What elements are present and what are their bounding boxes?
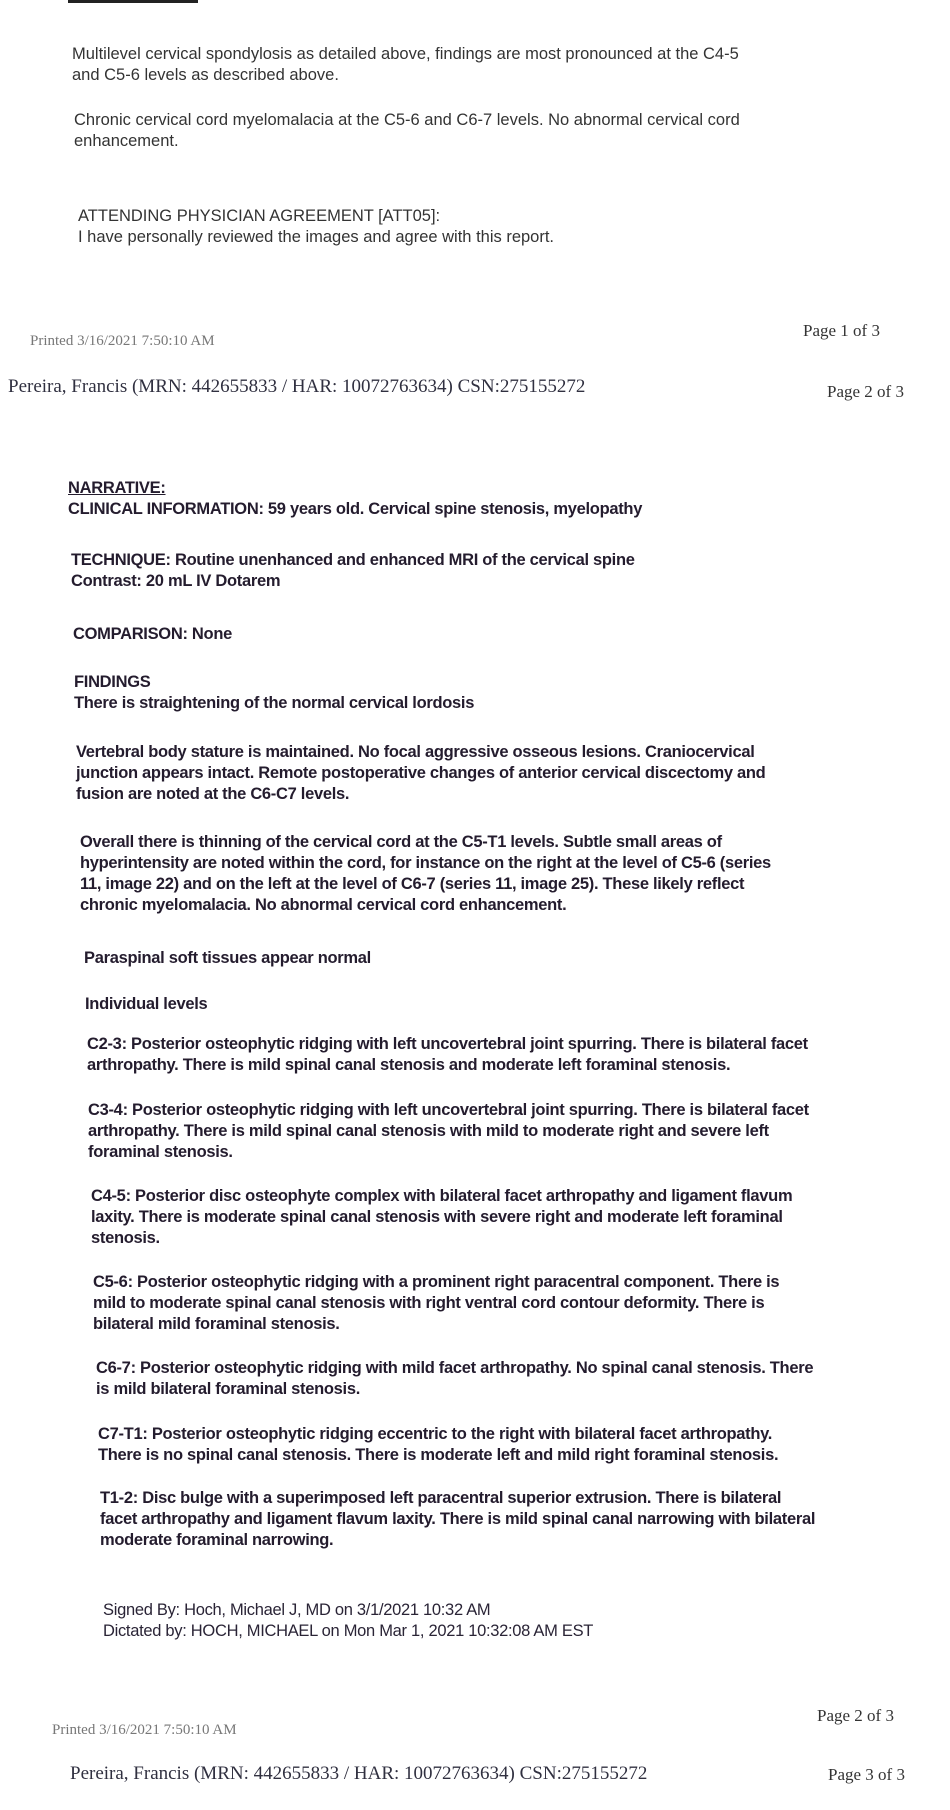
level-c2-3 <box>87 1034 808 1076</box>
page2-page-number: Page 2 of 3 <box>827 382 904 401</box>
paraspinal: Paraspinal soft tissues appear normal <box>84 949 371 967</box>
clinical-information: CLINICAL INFORMATION: 59 years old. Cervical spine stenosis, myelopathy <box>68 500 643 518</box>
paragraph-line: 11, image 22) and on the left at the level of C6-7 (series 11, image 25). These likely reflect <box>80 875 745 893</box>
level-c7-t1 <box>98 1424 778 1466</box>
paragraph-line: chronic myelomalacia. No abnormal cervical cord enhancement. <box>80 896 567 914</box>
overall-paragraph <box>80 832 771 916</box>
paragraph-line: bilateral mild foraminal stenosis. <box>93 1315 340 1333</box>
individual-levels: Individual levels <box>85 995 208 1013</box>
findings-line: There is straightening of the normal cervical lordosis <box>74 694 475 712</box>
paragraph-line: Overall there is thinning of the cervical cord at the C5-T1 levels. Subtle small areas of <box>80 833 722 851</box>
signed-by: Signed By: Hoch, Michael J, MD on 3/1/2021 10:32 AM <box>103 1601 491 1619</box>
page2-patient-header: Pereira, Francis (MRN: 442655833 / HAR: 10072763634) CSN:275155272 <box>8 376 586 397</box>
technique-block <box>71 550 635 592</box>
findings-heading: FINDINGS <box>74 673 151 691</box>
paragraph-line: C6-7: Posterior osteophytic ridging with mild facet arthropathy. No spinal canal stenosis. There <box>96 1359 814 1377</box>
impression-line: Multilevel cervical spondylosis as detailed above, findings are most pronounced at the C4-5 <box>72 45 739 63</box>
paragraph-line: facet arthropathy and ligament flavum laxity. There is mild spinal canal narrowing with bilateral <box>100 1510 816 1528</box>
paragraph-line: arthropathy. There is mild spinal canal stenosis and moderate left foraminal stenosis. <box>87 1056 731 1074</box>
level-c6-7 <box>96 1358 813 1400</box>
level-c4-5 <box>91 1186 792 1249</box>
paragraph-line: fusion are noted at the C6-C7 levels. <box>76 785 350 803</box>
page1-printed-stamp: Printed 3/16/2021 7:50:10 AM <box>30 333 215 349</box>
impression-paragraph-1 <box>72 44 739 86</box>
paragraph-line: foraminal stenosis. <box>88 1143 233 1161</box>
level-t1-2 <box>100 1488 815 1551</box>
level-c5-6 <box>93 1272 779 1335</box>
paragraph-line: T1-2: Disc bulge with a superimposed left paracentral superior extrusion. There is bilateral <box>100 1489 782 1507</box>
level-c3-4 <box>88 1100 809 1163</box>
paragraph-line: junction appears intact. Remote postoperative changes of anterior cervical discectomy and <box>76 764 766 782</box>
comparison: COMPARISON: None <box>73 625 232 643</box>
page2-printed-stamp: Printed 3/16/2021 7:50:10 AM <box>52 1722 237 1738</box>
vertebral-paragraph <box>76 742 765 805</box>
page3-page-number: Page 3 of 3 <box>828 1765 905 1784</box>
findings-block <box>74 672 474 714</box>
paragraph-line: Vertebral body stature is maintained. No focal aggressive osseous lesions. Craniocervical <box>76 743 755 761</box>
impression-line: Chronic cervical cord myelomalacia at the C5-6 and C6-7 levels. No abnormal cervical cord <box>74 111 740 129</box>
paragraph-line: moderate foraminal narrowing. <box>100 1531 334 1549</box>
paragraph-line: C3-4: Posterior osteophytic ridging with left uncovertebral joint spurring. There is bilateral facet <box>88 1101 809 1119</box>
page2-page-number-bottom: Page 2 of 3 <box>817 1706 894 1725</box>
attending-agreement <box>78 206 554 248</box>
paragraph-line: C7-T1: Posterior osteophytic ridging eccentric to the right with bilateral facet arthropathy. <box>98 1425 773 1443</box>
page3-patient-header: Pereira, Francis (MRN: 442655833 / HAR: 10072763634) CSN:275155272 <box>70 1763 648 1784</box>
paragraph-line: laxity. There is moderate spinal canal stenosis with severe right and moderate left foraminal <box>91 1208 783 1226</box>
paragraph-line: There is no spinal canal stenosis. There is moderate left and mild right foraminal stenosis. <box>98 1446 779 1464</box>
technique-line: TECHNIQUE: Routine unenhanced and enhanced MRI of the cervical spine <box>71 551 635 569</box>
attending-title: ATTENDING PHYSICIAN AGREEMENT [ATT05]: <box>78 207 441 225</box>
paragraph-line: hyperintensity are noted within the cord, for instance on the right at the level of C5-6 (series <box>80 854 771 872</box>
signature-block <box>103 1600 593 1642</box>
paragraph-line: is mild bilateral foraminal stenosis. <box>96 1380 360 1398</box>
impression-line: and C5-6 levels as described above. <box>72 66 339 84</box>
contrast-line: Contrast: 20 mL IV Dotarem <box>71 572 281 590</box>
dictated-by: Dictated by: HOCH, MICHAEL on Mon Mar 1, 2021 10:32:08 AM EST <box>103 1622 594 1640</box>
paragraph-line: C2-3: Posterior osteophytic ridging with left uncovertebral joint spurring. There is bilateral facet <box>87 1035 808 1053</box>
impression-line: enhancement. <box>74 132 179 150</box>
paragraph-line: C4-5: Posterior disc osteophyte complex with bilateral facet arthropathy and ligament flavum <box>91 1187 793 1205</box>
impression-paragraph-2 <box>74 110 740 152</box>
narrative-heading: NARRATIVE: <box>68 479 166 497</box>
narrative-block <box>68 478 642 520</box>
paragraph-line: C5-6: Posterior osteophytic ridging with a prominent right paracentral component. There is <box>93 1273 780 1291</box>
page1-page-number: Page 1 of 3 <box>803 321 880 340</box>
top-rule <box>68 0 198 3</box>
attending-text: I have personally reviewed the images and agree with this report. <box>78 228 555 246</box>
paragraph-line: mild to moderate spinal canal stenosis with right ventral cord contour deformity. There is <box>93 1294 765 1312</box>
paragraph-line: arthropathy. There is mild spinal canal stenosis with mild to moderate right and severe left <box>88 1122 769 1140</box>
paragraph-line: stenosis. <box>91 1229 160 1247</box>
